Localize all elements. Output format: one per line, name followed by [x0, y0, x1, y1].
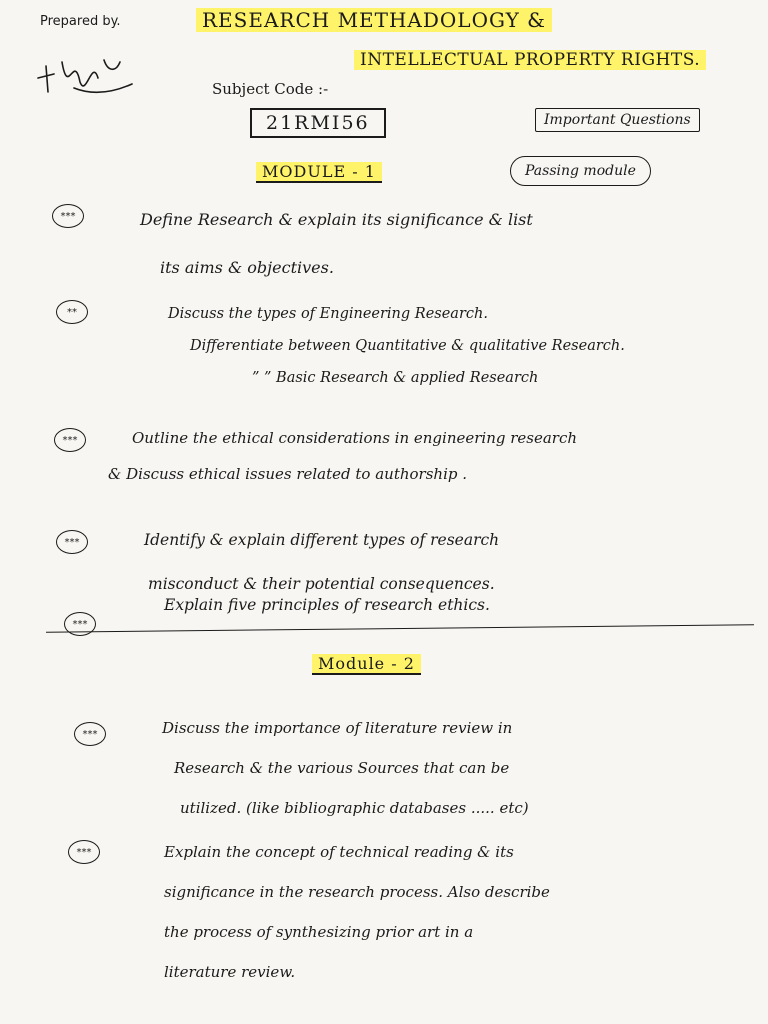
question-line: Identify & explain different types of research [144, 531, 500, 549]
priority-badge: *** [56, 530, 88, 554]
question-line: utilized. (like bibliographic databases ..... etc) [180, 799, 529, 817]
question-line: its aims & objectives. [160, 258, 334, 277]
question-line: Define Research & explain its significance & list [140, 210, 533, 229]
question-line: ” ” Basic Research & applied Research [252, 370, 539, 386]
title-line2-text: INTELLECTUAL PROPERTY RIGHTS. [354, 50, 706, 70]
subject-code-label: Subject Code :- [212, 80, 329, 98]
question-line: literature review. [164, 963, 296, 981]
subject-code-box: 21RMI56 [250, 108, 386, 138]
question-line: Research & the various Sources that can be [174, 759, 510, 777]
priority-badge: *** [64, 612, 96, 636]
question-line: Explain five principles of research ethics. [164, 596, 490, 614]
important-questions-box: Important Questions [535, 108, 700, 132]
question-item [144, 518, 499, 606]
priority-badge: *** [52, 204, 84, 228]
document-title-line2 [354, 50, 706, 70]
question-item [164, 596, 490, 614]
section-divider [46, 624, 754, 632]
question-item [162, 708, 529, 828]
module1-heading-text: MODULE - 1 [256, 162, 382, 181]
priority-badge: *** [74, 722, 106, 746]
priority-badge: *** [68, 840, 100, 864]
module1-heading [256, 162, 382, 183]
question-item [140, 196, 533, 292]
question-line: significance in the research process. Also describe [164, 883, 550, 901]
question-line: & Discuss ethical issues related to authorship . [108, 465, 468, 483]
module2-heading-text: Module - 2 [312, 654, 421, 673]
passing-module-tag: Passing module [510, 156, 651, 186]
question-item [168, 298, 625, 394]
signature-mark [34, 48, 164, 104]
question-line: the process of synthesizing prior art in a [164, 923, 474, 941]
question-item [108, 420, 578, 492]
prepared-by-label: Prepared by. [40, 14, 121, 29]
question-line: Outline the ethical considerations in engineering research [132, 429, 578, 447]
question-line: Explain the concept of technical reading & its [164, 843, 514, 861]
question-line: Discuss the types of Engineering Research. [168, 306, 488, 322]
module2-heading [312, 654, 421, 675]
question-line: Discuss the importance of literature review in [162, 719, 513, 737]
question-item [164, 832, 550, 992]
priority-badge: *** [54, 428, 86, 452]
document-title-line1 [196, 8, 552, 32]
question-line: misconduct & their potential consequences. [148, 575, 495, 593]
priority-badge: ** [56, 300, 88, 324]
question-line: Differentiate between Quantitative & qualitative Research. [190, 338, 625, 354]
title-line1-text: RESEARCH METHADOLOGY & [196, 8, 552, 32]
